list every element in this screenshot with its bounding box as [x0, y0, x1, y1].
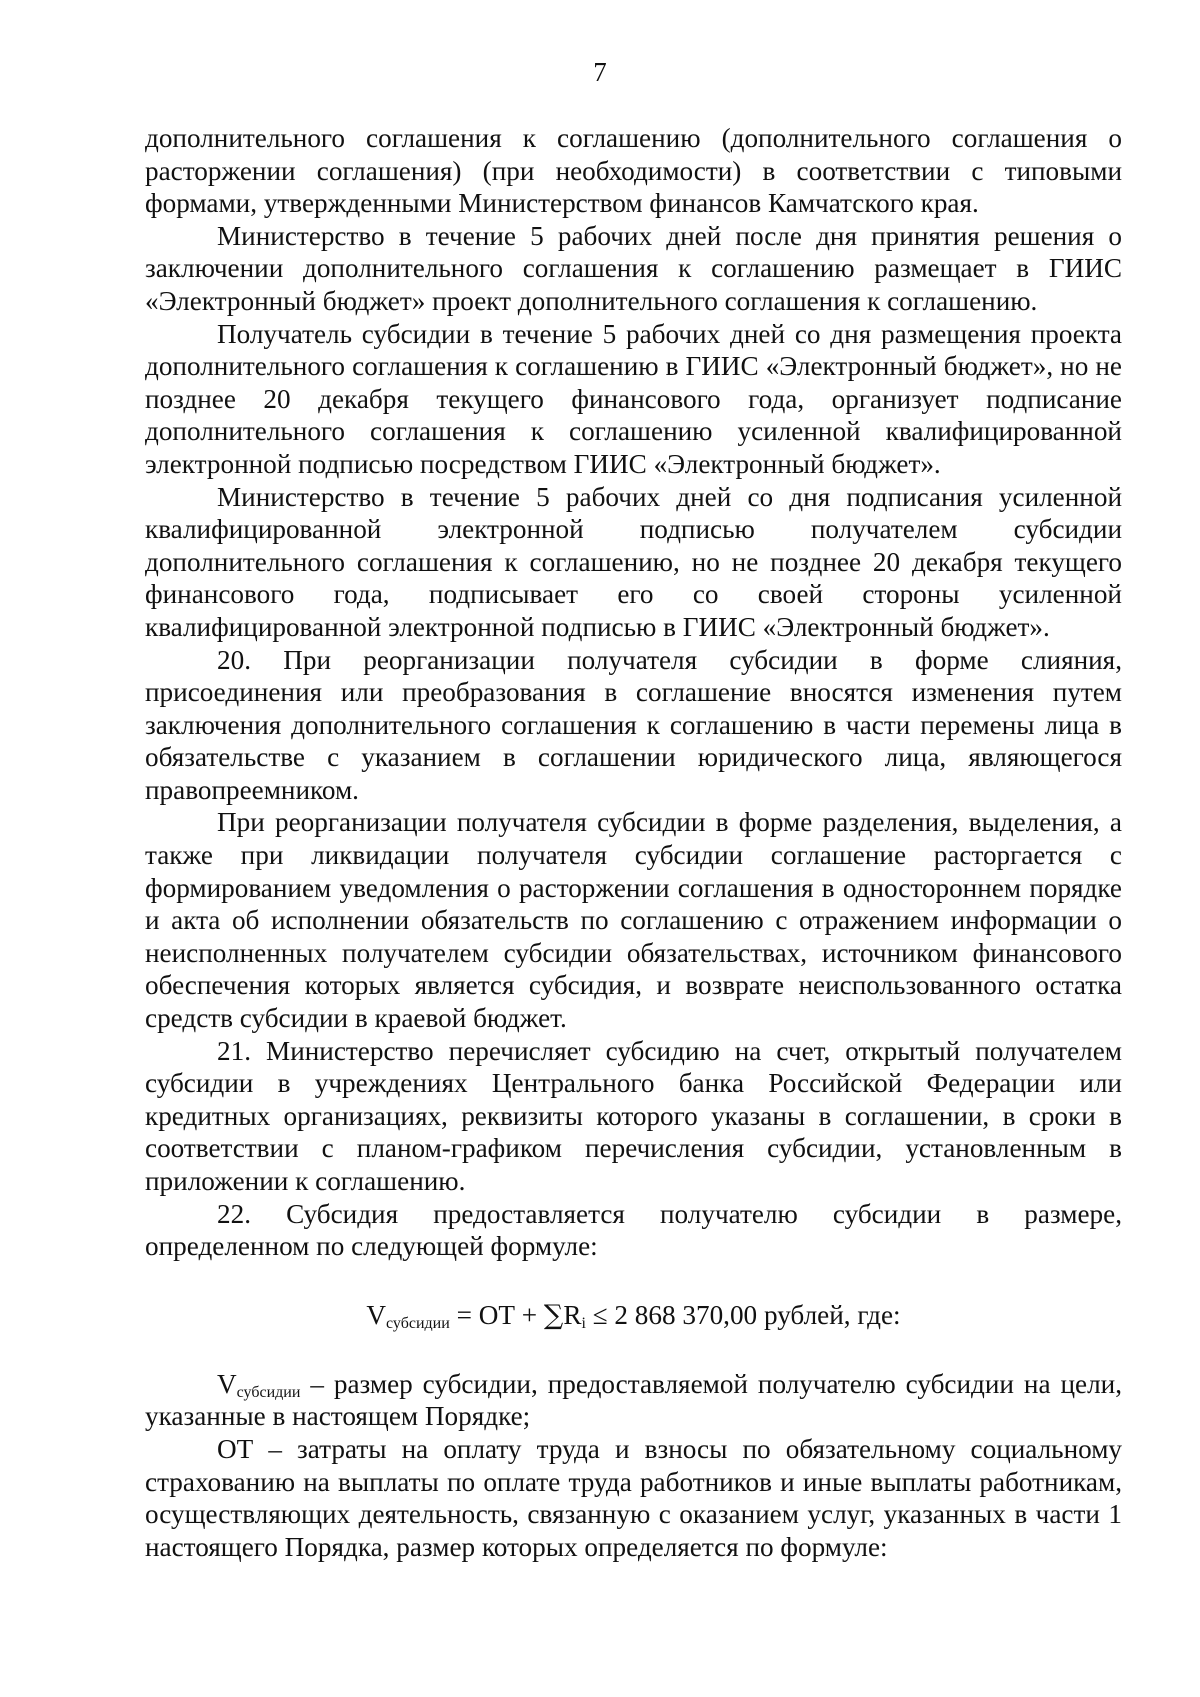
definition-v-symbol: V	[217, 1368, 237, 1399]
definition-ot: ОТ – затраты на оплату труда и взносы по обязательному социальному страхованию на выплаты по оплате труда работников и иные выплаты работникам, осуществляющих деятельность, связанную с оказанием услуг, указанных в части 1 настоящего Порядка, размер которых определяется по формуле:	[145, 1433, 1122, 1562]
formula-sum-symbol: ∑	[543, 1299, 564, 1331]
definition-v-text: – размер субсидии, предоставляемой получателю субсидии на цели, указанные в настоящем Порядке;	[145, 1368, 1122, 1432]
paragraph-ministry-posting: Министерство в течение 5 рабочих дней после дня принятия решения о заключении дополнительного соглашения к соглашению размещает в ГИИС «Электронный бюджет» проект дополнительного соглашения к соглашению.	[145, 220, 1122, 316]
definition-v-subsidy	[145, 1368, 1122, 1433]
subsidy-formula	[145, 1297, 1122, 1334]
formula-v-subscript: субсидии	[386, 1314, 450, 1332]
paragraph-continued: дополнительного соглашения к соглашению (дополнительного соглашения о расторжении соглашения) (при необходимости) в соответствии с типовыми формами, утвержденными Министерством финансов Камчатского края.	[145, 123, 1122, 219]
document-body	[145, 122, 1122, 1563]
paragraph-recipient-signing: Получатель субсидии в течение 5 рабочих дней со дня размещения проекта дополнительного соглашения к соглашению в ГИИС «Электронный бюджет», но не позднее 20 декабря текущего финансового года, организует подписание дополнительного соглашения к соглашению усиленной квалифицированной электронной подписью посредством ГИИС «Электронный бюджет».	[145, 318, 1122, 479]
formula-r-subscript: i	[581, 1314, 586, 1332]
paragraph-section-21: 21. Министерство перечисляет субсидию на счет, открытый получателем субсидии в учреждениях Центрального банка Российской Федерации или кредитных организациях, реквизиты которого указаны в соглашении, в сроки в соответствии с планом-графиком перечисления субсидии, установленным в приложении к соглашению.	[145, 1035, 1122, 1196]
formula-v-symbol: V	[366, 1299, 387, 1330]
paragraph-ministry-signing: Министерство в течение 5 рабочих дней со дня подписания усиленной квалифицированной электронной подписью получателем субсидии дополнительного соглашения к соглашению, но не позднее 20 декабря текущего финансового года, подписывает его со своей стороны усиленной квалифицированной электронной подписью в ГИИС «Электронный бюджет».	[145, 481, 1122, 642]
paragraph-reorganization-termination: При реорганизации получателя субсидии в форме разделения, выделения, а также при ликвидации получателя субсидии соглашение расторгается с формированием уведомления о расторжении соглашения в одностороннем порядке и акта об исполнении обязательств по соглашению с отражением информации о неисполненных получателем субсидии обязательствах, источником финансового обеспечения которых является субсидия, и возврате неиспользованного остатка средств субсидии в краевой бюджет.	[145, 807, 1122, 1034]
formula-middle: = ОТ +	[449, 1299, 544, 1330]
paragraph-section-22: 22. Субсидия предоставляется получателю субсидии в размере, определенном по следующей формуле:	[145, 1198, 1122, 1262]
paragraph-section-20: 20. При реорганизации получателя субсидии в форме слияния, присоединения или преобразования в соглашение вносятся изменения путем заключения дополнительного соглашения к соглашению в части перемены лица в обязательстве с указанием в соглашении юридического лица, являющегося правопреемником.	[145, 644, 1122, 805]
page-number: 7	[593, 57, 607, 87]
formula-r-symbol: R	[563, 1299, 582, 1330]
definition-v-subscript: субсидии	[236, 1383, 301, 1401]
formula-tail: ≤ 2 868 370,00 рублей, где:	[585, 1299, 901, 1330]
